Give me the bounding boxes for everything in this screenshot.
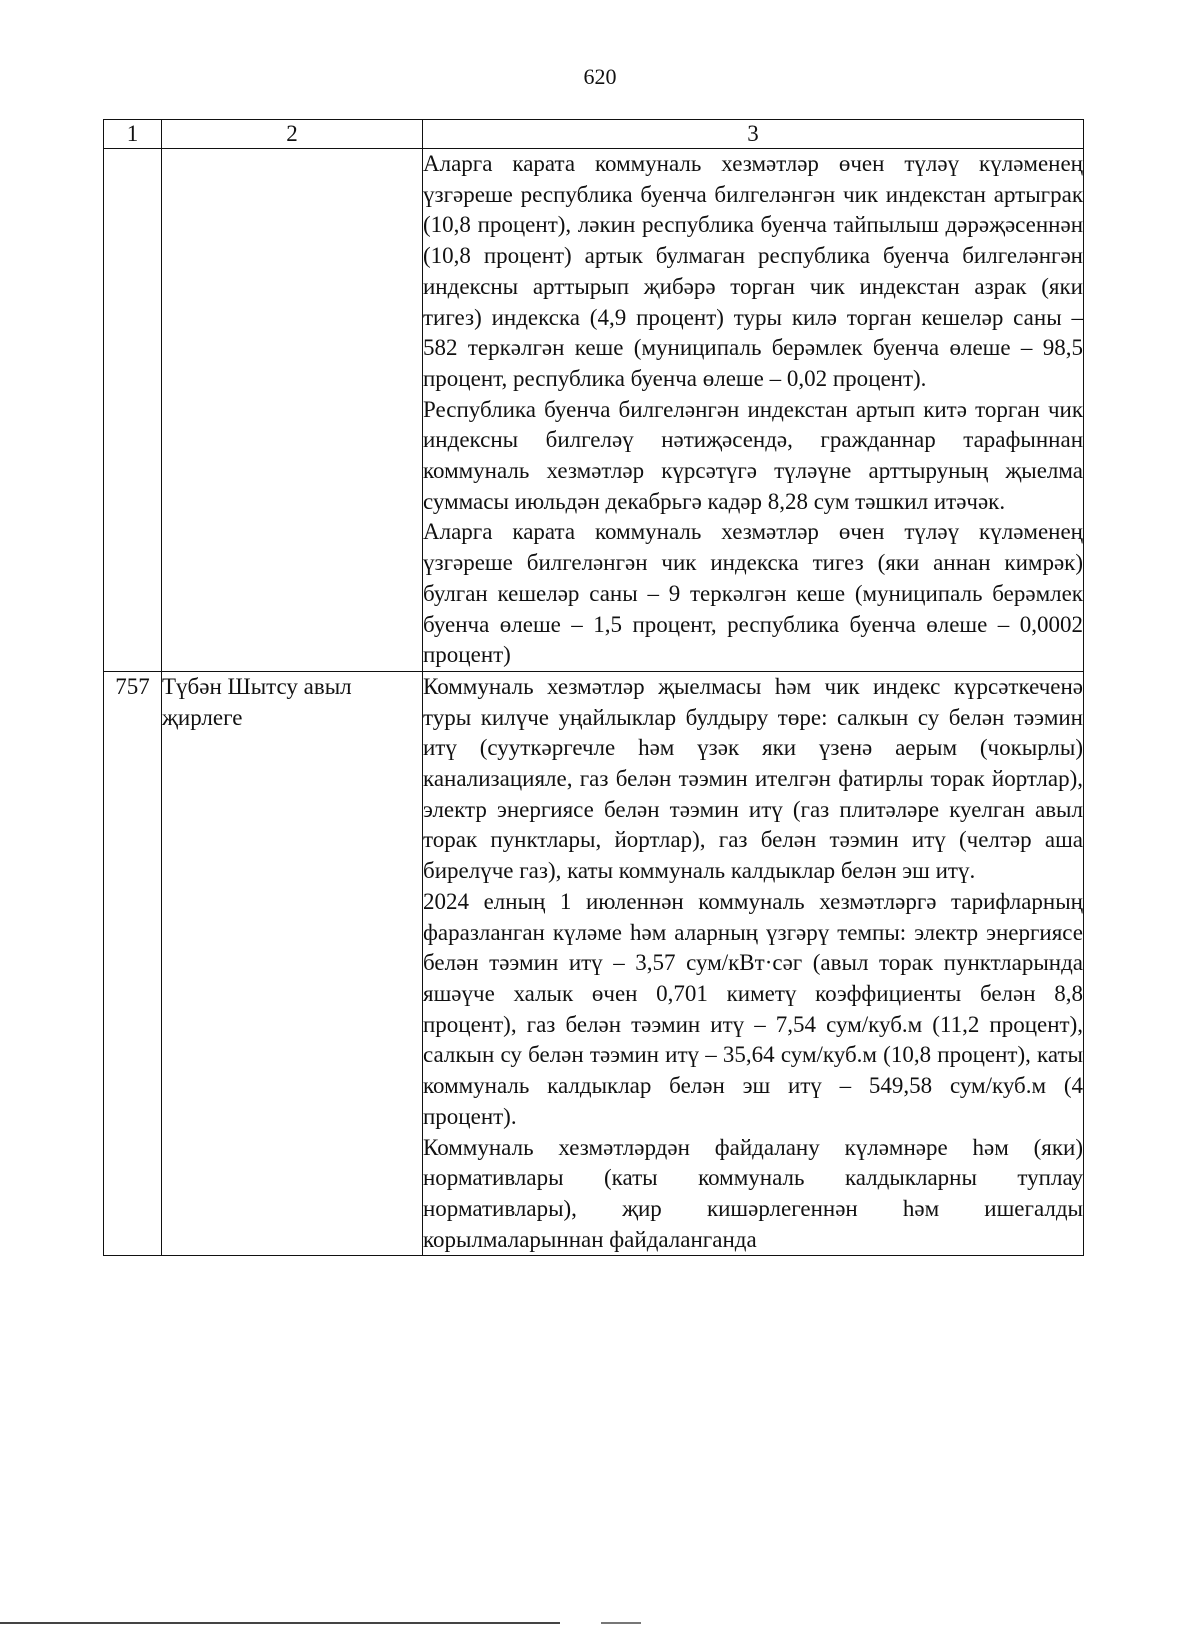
paragraph: Республика буенча билгеләнгән индекстан артып китә торган чик индексны билгеләү нәтиҗәсендә, гражданнар тарафыннан коммуналь хезмәтләр күрсәтүгә түләүне арттыруның җыелма суммасы июльдән декабрьгә кадәр 8,28 сум тәшкил итәчәк. [423, 396, 1083, 514]
paragraph: 2024 елның 1 июленнән коммуналь хезмәтләргә тарифларның фаразланган күләме һәм аларның үзгәрү темпы: электр энергиясе белән тәэмин итү – 3,57 сум/кВт·сәг (авыл торак пунктларында яшәүче халык өчен 0,701 киметү коэффициенты белән 8,8 процент), газ белән тәэмин итү – 7,54 сум/куб.м (11,2 процент), салкын су белән тәэмин итү – 35,64 сум/куб.м (10,8 процент), каты коммуналь калдыклар белән эш итү – 549,58 сум/куб.м (4 процент). [423, 888, 1083, 1129]
paragraph: Аларга карата коммуналь хезмәтләр өчен түләү күләменең үзгәреше билгеләнгән чик индекска тигез (яки аннан кимрәк) булган кешеләр саны – 9 теркәлгән кеше (муниципаль берәмлек буенча өлеше – 1,5 процент, республика буенча өлеше – 0,0002 процент) [423, 519, 1083, 668]
table-header-row [104, 120, 1084, 149]
header-col-3: 3 [423, 120, 1084, 149]
paragraph: Аларга карата коммуналь хезмәтләр өчен түләү күләменең үзгәреше республика буенча билгеләнгән чик индекстан артыграк (10,8 процент), ләкин республика буенча тайпылыш дәрәҗәсеннән (10,8 процент) артык булмаган республика буенча билгеләнгән индексны арттырып җибәрә торган чик индекстан азрак (яки тигез) индекска (4,9 процент) туры килә торган кешеләр саны – 582 теркәлгән кеше (муниципаль берәмлек буенча өлеше – 98,5 процент, республика буенча өлеше – 0,02 процент). [423, 151, 1083, 391]
bottom-rule-short [601, 1622, 641, 1624]
description-cell [423, 149, 1084, 672]
page-number: 620 [583, 64, 617, 89]
header-col-2: 2 [162, 120, 423, 149]
paragraph: Коммуналь хезмәтләр җыелмасы һәм чик индекс күрсәткеченә туры килүче уңайлыклар булдыру төре: салкын су белән тәэмин итү (сууткәргечле һәм үзәк яки үзенә аерым (чокырлы) канализацияле, газ белән тәэмин ителгән фатирлы торак йортлар), электр энергиясе белән тәэмин итү (газ плитәләре куелган авыл торак пунктлары, йортлар), газ белән тәэмин итү (челтәр аша бирелүче газ), каты коммуналь калдыклар белән эш итү. [423, 673, 1083, 884]
table-row [104, 671, 1084, 1255]
document-table [103, 119, 1084, 1256]
settlement-name: Түбән Шытсу авыл җирлеге [162, 671, 423, 1255]
header-col-1: 1 [104, 120, 162, 149]
row-number [104, 149, 162, 672]
bottom-rule [0, 1622, 560, 1624]
row-number: 757 [104, 671, 162, 1255]
settlement-name [162, 149, 423, 672]
table-row [104, 149, 1084, 672]
description-cell [423, 671, 1084, 1255]
paragraph: Коммуналь хезмәтләрдән файдалану күләмнәре һәм (яки) нормативлары (каты коммуналь калдыкларны туплау нормативлары), җир кишәрлегеннән һәм ишегалды корылмаларыннан файдаланганда [423, 1134, 1083, 1252]
